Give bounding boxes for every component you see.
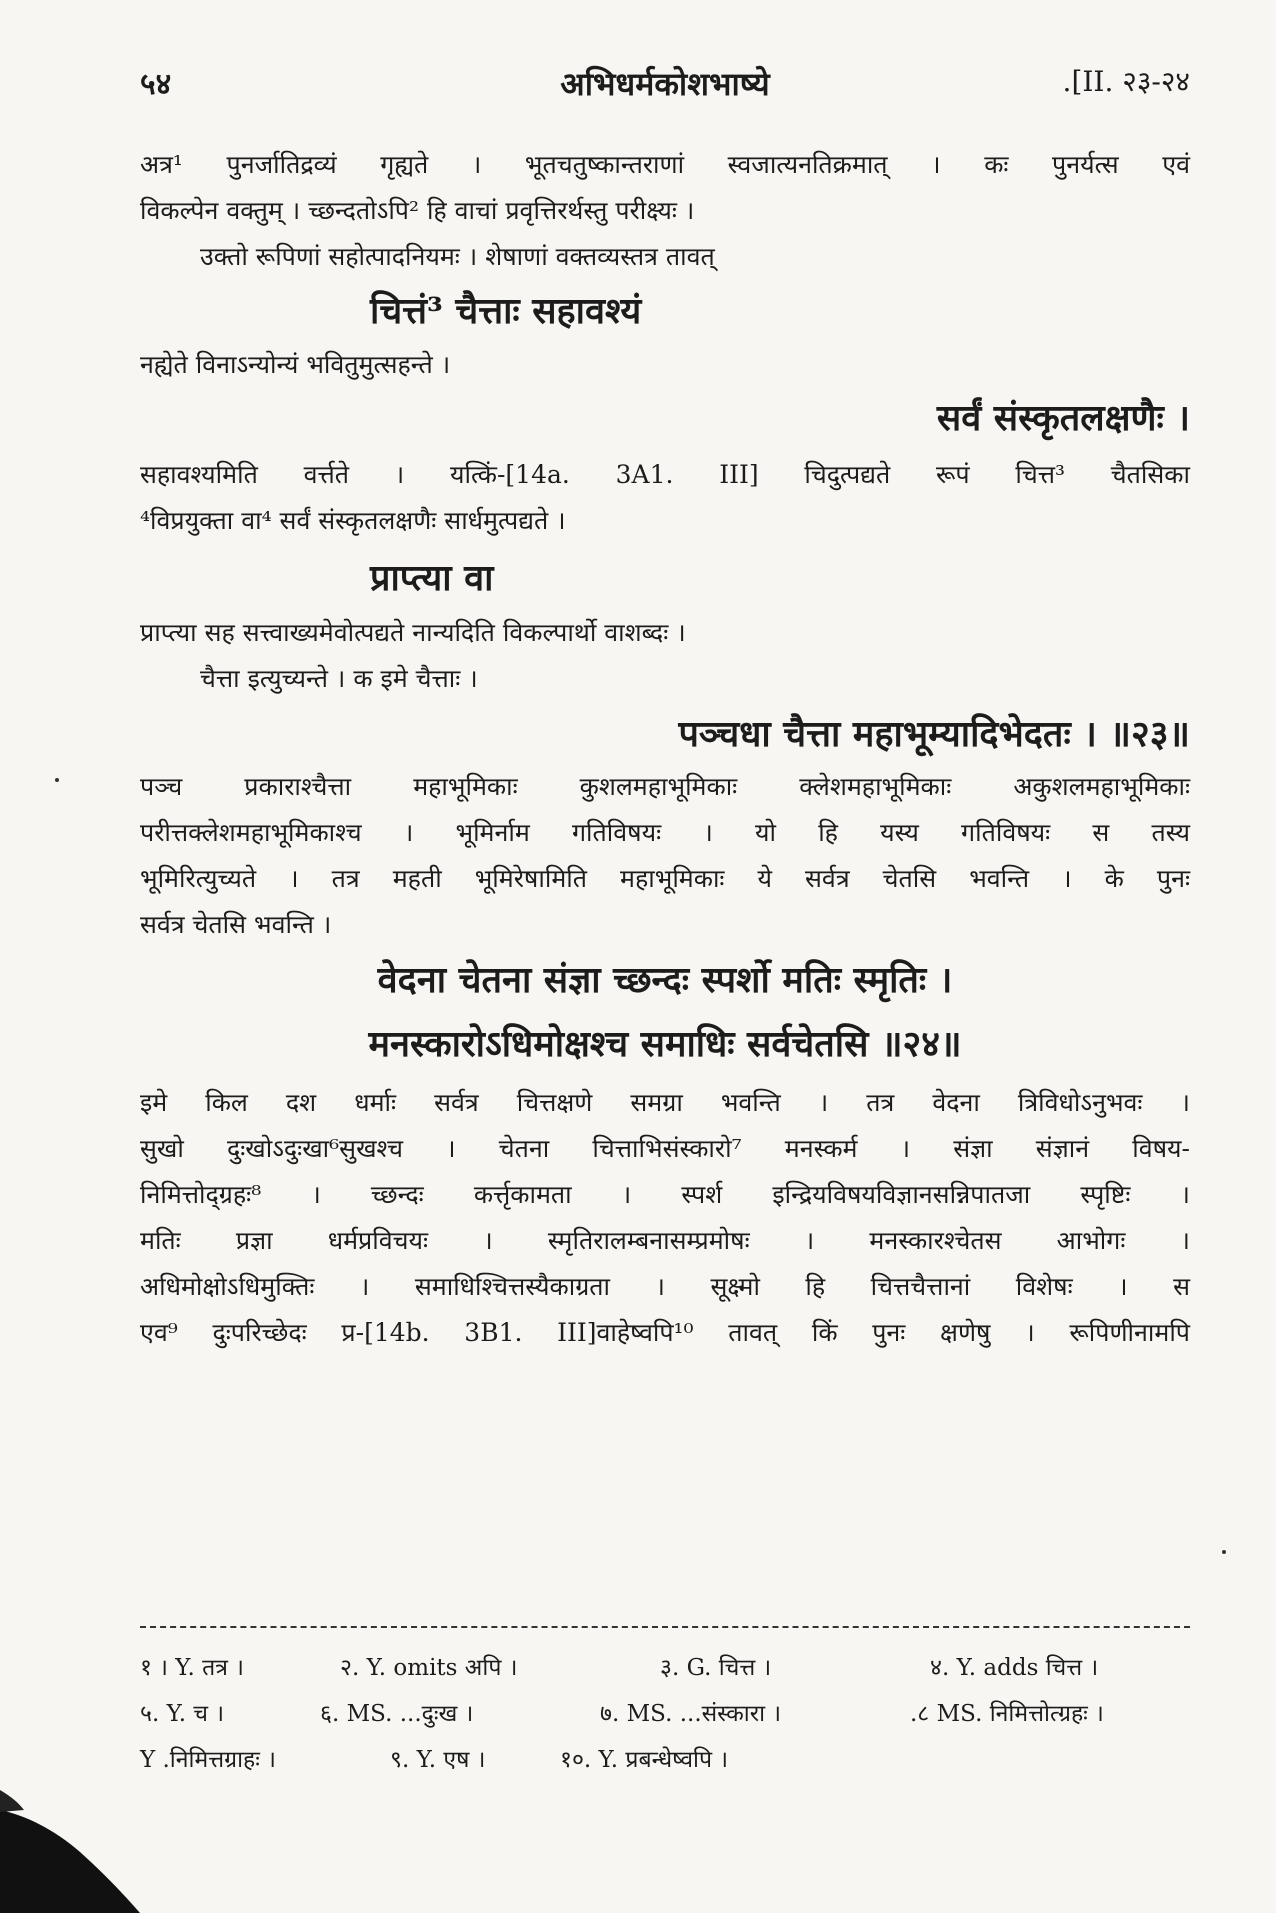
footnote-row <box>140 1650 1190 1686</box>
footnote: ३. G. चित्त । <box>660 1655 772 1681</box>
page-number: ५४ <box>140 67 172 102</box>
footnote-row <box>140 1742 1190 1778</box>
text-line: पञ्च प्रकाराश्चैत्ता महाभूमिकाः कुशलमहाभूमिकाः क्लेशमहाभूमिकाः अकुशलमहाभूमिकाः <box>140 772 1190 801</box>
text-line: अत्र¹ पुनर्जातिद्रव्यं गृह्यते । भूतचतुष्कान्तराणां स्वजात्यनतिक्रमात् । कः पुनर्यत्स एवं <box>140 150 1190 179</box>
footnote-divider <box>140 1626 1190 1628</box>
running-title: अभिधर्मकोशभाष्ये <box>560 65 770 103</box>
text-line: नह्येते विनाऽन्योन्यं भवितुमुत्सहन्ते । <box>140 350 451 379</box>
footnote: १०. Y. प्रबन्धेष्वपि । <box>560 1747 729 1773</box>
text-line: मतिः प्रज्ञा धर्मप्रविचयः । स्मृतिरालम्बनासम्प्रमोषः । मनस्कारश्चेतस आभोगः । <box>140 1226 1190 1255</box>
text-line: भूमिरित्युच्यते । तत्र महती भूमिरेषामिति महाभूमिकाः ये सर्वत्र चेतसि भवन्ति । के पुनः <box>140 864 1190 893</box>
section-reference: .[II. २३-२४ <box>1062 65 1190 98</box>
karika-verse: पञ्चधा चैत्ता महाभूम्यादिभेदतः । ॥२३॥ <box>678 713 1190 755</box>
karika-verse: सर्वं संस्कृतलक्षणैः । <box>936 397 1190 439</box>
footnote: ६. MS. ...दुःख । <box>320 1701 474 1727</box>
footnote-row <box>140 1696 1190 1732</box>
page-header <box>140 62 1190 112</box>
text-line: ⁴विप्रयुक्ता वा⁴ सर्वं संस्कृतलक्षणैः सार्धमुत्पद्यते । <box>140 506 566 535</box>
footnote: .८ MS. निमित्तोत्ग्रहः । <box>910 1701 1104 1727</box>
karika-verse: मनस्कारोऽधिमोक्षश्च समाधिः सर्वचेतसि ॥२४॥ <box>368 1023 962 1065</box>
karika-verse: प्राप्त्या वा <box>370 557 494 599</box>
text-line: परीत्तक्लेशमहाभूमिकाश्च । भूमिर्नाम गतिविषयः । यो हि यस्य गतिविषयः स तस्य <box>140 818 1190 847</box>
text-line: निमित्तोद्ग्रहः⁸ । च्छन्दः कर्त्तृकामता । स्पर्श इन्द्रियविषयविज्ञानसन्निपातजा स्पृष्टिः । <box>140 1180 1190 1209</box>
footnote: Y .निमित्तग्राहः । <box>140 1747 276 1773</box>
text-line: प्राप्त्या सह सत्त्वाख्यमेवोत्पद्यते नान्यदिति विकल्पार्थो वाशब्दः । <box>140 618 686 647</box>
text-line: अधिमोक्षोऽधिमुक्तिः । समाधिश्चित्तस्यैकाग्रता । सूक्ष्मो हि चित्तचैत्तानां विशेषः । स <box>140 1272 1190 1301</box>
footnote: ४. Y. adds चित्त । <box>930 1655 1099 1681</box>
scan-speck <box>1222 1550 1226 1554</box>
text-line: विकल्पेन वक्तुम् । च्छन्दतोऽपि² हि वाचां प्रवृत्तिरर्थस्तु परीक्ष्यः । <box>140 196 695 225</box>
text-line: चैत्ता इत्युच्यन्ते । क इमे चैत्ताः । <box>200 664 478 693</box>
scan-ink-blot <box>0 1790 150 1913</box>
scan-speck <box>55 778 59 782</box>
footnote: २. Y. omits अपि । <box>340 1655 518 1681</box>
footnote: ५. Y. च । <box>140 1701 225 1727</box>
text-line: उक्तो रूपिणां सहोत्पादनियमः । शेषाणां वक्तव्यस्तत्र तावत् <box>200 242 715 271</box>
text-line: इमे किल दश धर्माः सर्वत्र चित्तक्षणे समग्रा भवन्ति । तत्र वेदना त्रिविधोऽनुभवः । <box>140 1088 1190 1117</box>
karika-verse: वेदना चेतना संज्ञा च्छन्दः स्पर्शो मतिः स्मृतिः । <box>377 959 953 1001</box>
text-line: सहावश्यमिति वर्त्तते । यत्किं-[14a. 3A1. III] चिदुत्पद्यते रूपं चित्त³ चैतसिका <box>140 460 1190 489</box>
text-line: सर्वत्र चेतसि भवन्ति । <box>140 910 332 939</box>
footnote: ९. Y. एष । <box>390 1747 486 1773</box>
text-line: एव⁹ दुःपरिच्छेदः प्र-[14b. 3B1. III]वाहेष्वपि¹⁰ तावत् किं पुनः क्षणेषु । रूपिणीनामपि <box>140 1318 1190 1347</box>
karika-verse: चित्तं³ चैत्ताः सहावश्यं <box>370 290 642 332</box>
footnote: १ । Y. तत्र । <box>140 1655 244 1681</box>
footnote: ७. MS. ...संस्कारा । <box>600 1701 782 1727</box>
text-line: सुखो दुःखोऽदुःखा⁶सुखश्च । चेतना चित्ताभिसंस्कारो⁷ मनस्कर्म । संज्ञा संज्ञानं विषय- <box>140 1134 1190 1163</box>
